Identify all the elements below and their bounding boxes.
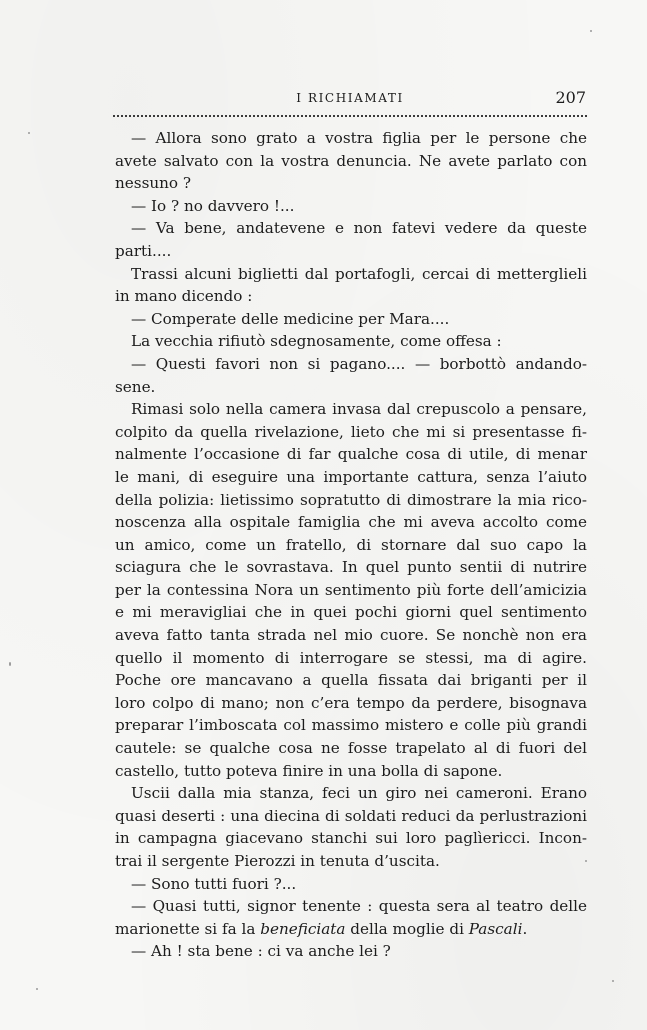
text-line: le mani, di eseguire una importante cattura, senza l’aiuto [115, 467, 587, 486]
body-text [115, 127, 587, 963]
text-line: — Allora sono grato a vostra figlia per le persone che [131, 129, 587, 147]
text-line: per la contessina Nora un sentimento più forte dell’amicizia [115, 580, 587, 599]
text-line: colpito da quella rivelazione, lieto che mi si presentasse fi- [115, 422, 587, 441]
text-line: un amico, come un fratello, di stornare dal suo capo la [115, 535, 587, 554]
text-line: — Sono tutti fuori ?... [131, 874, 297, 893]
text-line: trai il sergente Pierozzi in tenuta d’uscita. [115, 852, 440, 870]
text-line: — Comperate delle medicine per Mara.... [131, 309, 450, 328]
text-line: — Va bene, andatevene e non fatevi vedere da queste [131, 219, 587, 238]
text-line: cautele: se qualche cosa ne fosse trapelato al di fuori del [115, 739, 587, 758]
text-line: sciagura che le sovrastava. In quel punto sentii di nutrire [115, 558, 587, 577]
text-line: della polizia: lietissimo sopratutto di dimostrare la mia rico- [115, 490, 587, 509]
text-line: parti.... [115, 241, 172, 260]
text-line: loro colpo di mano; non c’era tempo da perdere, bisognava [115, 693, 587, 712]
text-line: in mano dicendo : [115, 287, 253, 306]
text-line: preparar l’imboscata col massimo mistero e colle più grandi [115, 716, 587, 735]
text-line: avete salvato con la vostra denuncia. Ne avete parlato con [115, 151, 587, 170]
text-line: — Io ? no davvero !... [131, 196, 295, 215]
text-line: Trassi alcuni biglietti dal portafogli, cercai di metterglieli [131, 264, 587, 283]
text-line: quello il momento di interrogare se stessi, ma di agire. [115, 648, 587, 667]
text-line: quasi deserti : una diecina di soldati reduci da perlustrazioni [115, 806, 587, 825]
running-head [113, 88, 587, 114]
text-line: Poche ore mancavano a quella fissata dai briganti per il [115, 671, 587, 690]
text-line: — Questi favori non si pagano.... — borbottò andando- [131, 354, 587, 373]
text-line: in campagna giacevano stanchi sui loro paglìericci. Incon- [115, 829, 587, 848]
text-line: noscenza alla ospitale famiglia che mi aveva accolto come [115, 513, 587, 532]
running-title: I RICHIAMATI [296, 91, 404, 105]
text-line: aveva fatto tanta strada nel mio cuore. Se nonchè non era [115, 626, 587, 645]
text-line: Uscii dalla mia stanza, feci un giro nei cameroni. Erano [131, 784, 587, 803]
text-line: e mi meravigliai che in quei pochi giorni quel sentimento [115, 603, 587, 622]
text-line: — Quasi tutti, signor tenente : questa sera al teatro delle [131, 897, 587, 916]
text-line: nalmente l’occasione di far qualche cosa di utile, di menar [115, 445, 587, 464]
text-line: castello, tutto poteva finire in una bolla di sapone. [115, 761, 503, 780]
text-line: La vecchia rifiutò sdegnosamente, come offesa : [131, 332, 502, 351]
text-line: Rimasi solo nella camera invasa dal crepuscolo a pensare, [131, 400, 587, 419]
text-line: — Ah ! sta bene : ci va anche lei ? [131, 942, 391, 961]
text-line: marionette si fa la beneficiata della moglie di Pascali. [115, 919, 528, 938]
text-line: nessuno ? [115, 174, 192, 193]
header-dotted-rule [113, 115, 587, 117]
text-line: sene. [115, 377, 156, 396]
page-number: 207 [555, 88, 586, 107]
